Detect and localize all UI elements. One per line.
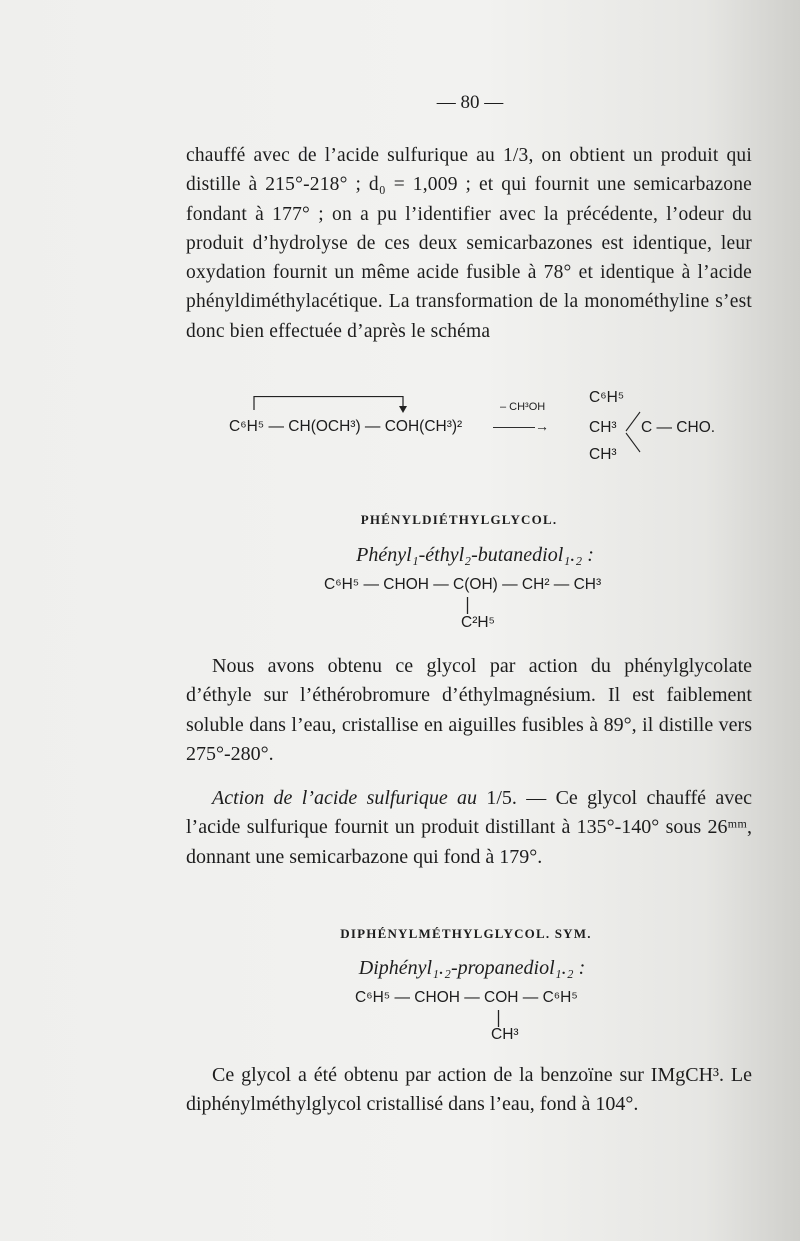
section-heading-1: PHÉNYLDIÉTHYLGLYCOL. [360,512,558,527]
page-number: — 80 — [436,92,504,113]
branch-down [626,433,640,452]
product-bottom: CH³ [589,446,617,463]
formula-1-main: C⁶H⁵ — CHOH — C(OH) — CH² — CH³ [324,576,602,593]
product-mid-right: C — CHO. [641,419,716,436]
reactant-part-2: COH(CH³)² [384,418,463,435]
formula-1-bond [466,597,470,615]
scheme-reagent: – CH³OH [500,401,546,413]
paragraph-intro: chauffé avec de l’acide sulfurique au 1/3, on obtient un produit qui distille à 215°-218° ; d₀ = 1,009 ; et qui fournit une semicarbazone fondant à 177° ; on a pu l’identifier avec la précédente, l’odeur du produit d’hydrolyse de ces deux semicarbazones est identique, leur oxydation fournit un même acide fusible à 78° et identique à l’acide phényldiméthylacétique. La transformation de la monométhyline s’est donc bien effectuée d’après le schéma [186,145,752,342]
branch-up [626,412,640,431]
acid-title: Action de l’acide sulfurique au [212,787,478,809]
paragraph-section-2: Ce glycol a été obtenu par action de la benzoïne sur IMgCH³. Le diphénylméthylglycol cristallisé dans l’eau, fond à 104°. [186,1064,752,1116]
formula-2-branch: CH³ [491,1026,519,1043]
section-subtitle-1: Phényl₁-éthyl₂-butanediol₁.₂ : [356,544,594,566]
paragraph-acid [186,784,752,872]
scheme-reactant [229,418,462,436]
acid-ratio: 1/5. — [477,787,556,809]
section-heading-2: DIPHÉNYLMÉTHYLGLYCOL. SYM. [340,926,592,941]
paragraph-section-1: Nous avons obtenu ce glycol par action du phénylglycolate d’éthyle sur l’éthérobromure d’éthylmagnésium. Il est faiblement soluble dans l’eau, cristallise en aiguilles fusibles à 89°, il distille vers 275°-280°. [186,655,752,766]
product-top: C⁶H⁵ [589,389,625,406]
product-mid-left: CH³ [589,419,617,436]
reactant-part-1: C⁶H⁵ — CH(OCH³) — [229,418,385,435]
section-subtitle-2: Diphényl₁.₂-propanediol₁.₂ : [358,957,586,979]
bracket-arrowhead [399,406,407,413]
formula-2-main: C⁶H⁵ — CHOH — COH — C⁶H⁵ [355,989,578,1006]
formula-1-branch: C²H⁵ [461,614,495,631]
acid-text: Ce glycol chauffé avec l’acide sulfurique fournit un produit distillant à 135°-140° sous 26ᵐᵐ, donnant une semicarbazone qui fond à 179°. [186,787,752,868]
scheme-arrow: ———→ [493,418,549,434]
